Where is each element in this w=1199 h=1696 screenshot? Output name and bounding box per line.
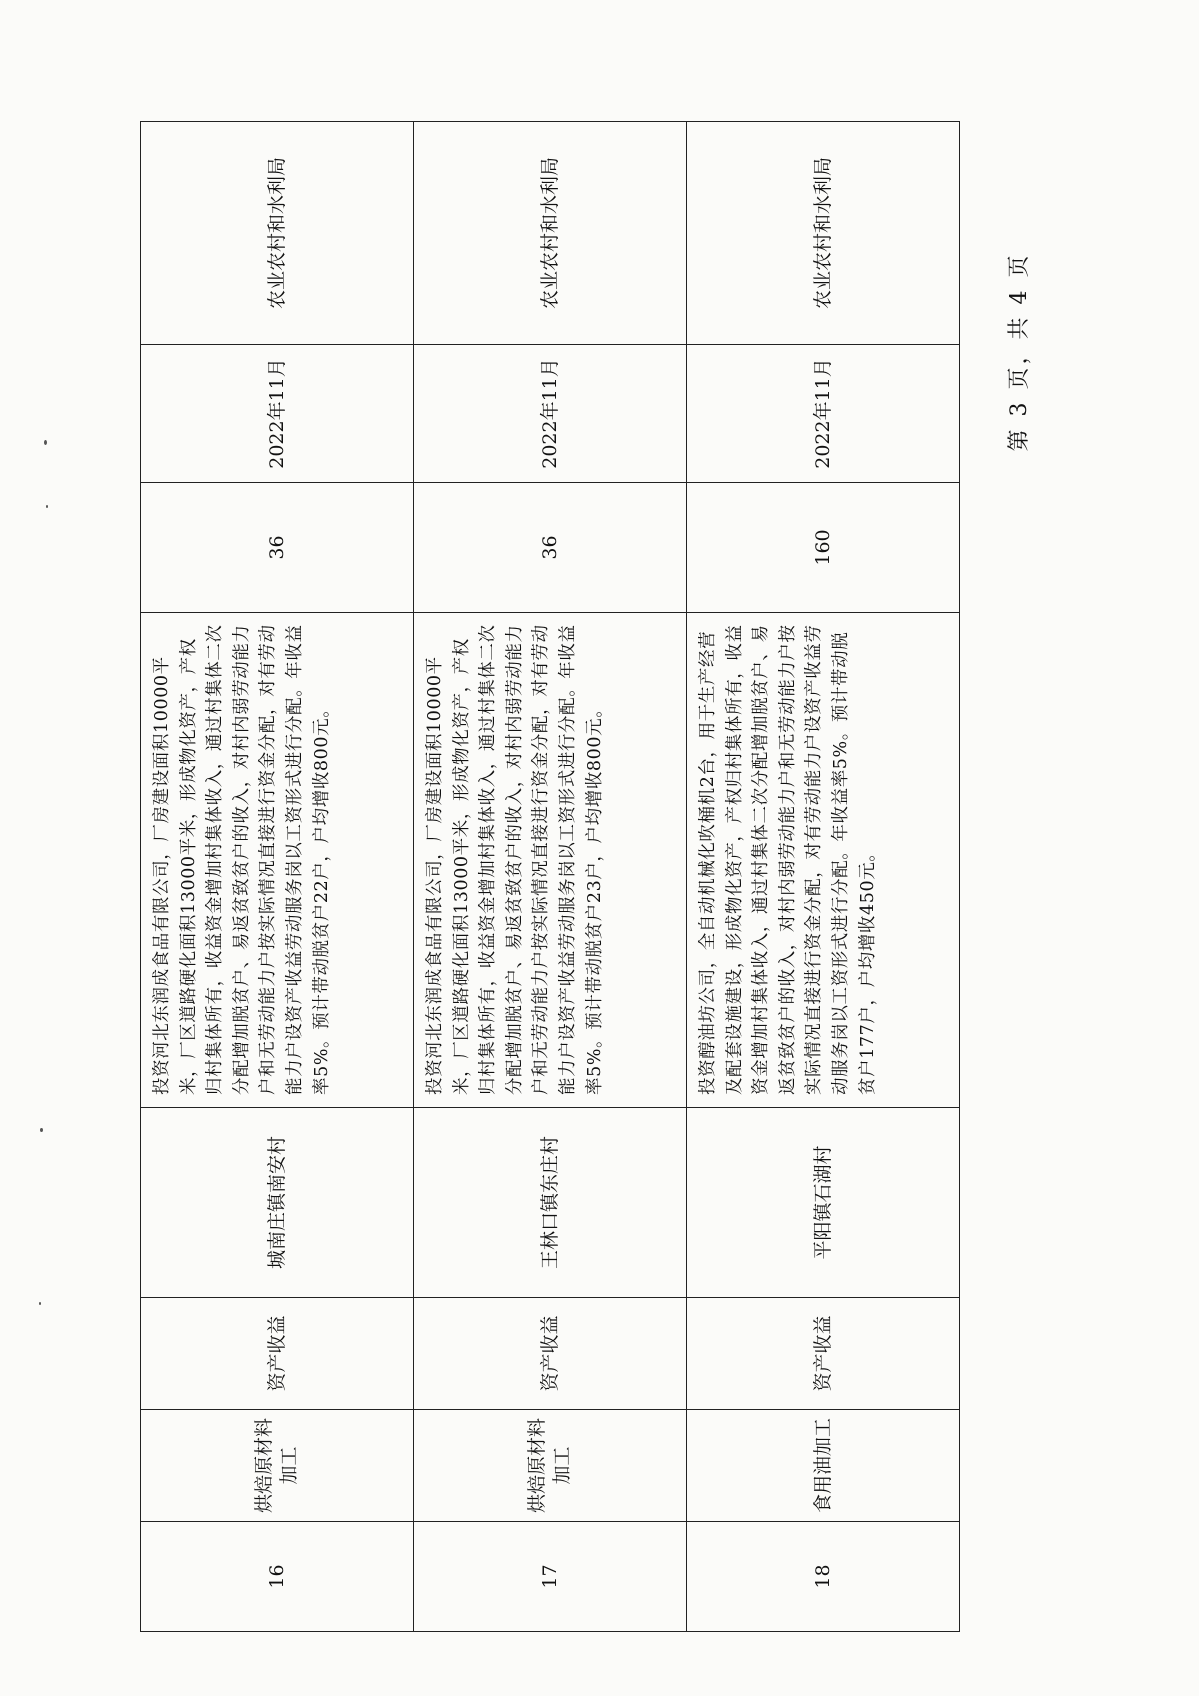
responsible-dept: 农业农村和水利局: [141, 122, 414, 345]
scan-speck: [40, 1128, 43, 1132]
project-type: 资产收益: [687, 1298, 960, 1410]
project-description: 投资醇油坊公司，全自动机械化吹桶机2台，用于生产经营及配套设施建设，形成物化资产，产权归村集体所有，收益资金增加村集体收入，通过村集体二次分配增加脱贫户、易返贫致贫户的收入，对村内弱劳动能力户和无劳动能力户按实际情况直接进行资金分配，对有劳动能力户设资产收益劳动服务岗以工资形式进行分配。年收益率5%。预计带动脱贫户177户，户均增收450元。: [687, 613, 960, 1108]
amount-value: 36: [141, 483, 414, 613]
rotated-page: [140, 122, 1032, 1632]
project-location: 王林口镇东庄村: [414, 1108, 687, 1298]
row-number: 17: [414, 1522, 687, 1632]
table-row: [414, 122, 687, 1632]
scan-speck: [44, 440, 47, 445]
project-name: 食用油加工: [687, 1410, 960, 1522]
completion-date: 2022年11月: [687, 345, 960, 483]
page-number-footer: 第 3 页，共 4 页: [1007, 252, 1032, 452]
completion-date: 2022年11月: [414, 345, 687, 483]
scan-speck: [46, 505, 48, 508]
row-number: 16: [141, 1522, 414, 1632]
project-name: 烘焙原材料加工: [141, 1410, 414, 1522]
row-number: 18: [687, 1522, 960, 1632]
project-description: 投资河北东润成食品有限公司，厂房建设面积10000平米，厂区道路硬化面积13000平米，形成物化资产，产权归村集体所有，收益资金增加村集体收入，通过村集体二次分配增加脱贫户、易返贫致贫户的收入，对村内弱劳动能力户和无劳动能力户按实际情况直接进行资金分配，对有劳动能力户设资产收益劳动服务岗以工资形式进行分配。年收益率5%。预计带动脱贫户22户，户均增收800元。: [141, 613, 414, 1108]
project-table: [140, 121, 960, 1632]
completion-date: 2022年11月: [141, 345, 414, 483]
table-row: [687, 122, 960, 1632]
project-type: 资产收益: [141, 1298, 414, 1410]
project-location: 城南庄镇南安村: [141, 1108, 414, 1298]
project-name: 烘焙原材料加工: [414, 1410, 687, 1522]
table-row: [141, 122, 414, 1632]
project-location: 平阳镇石湖村: [687, 1108, 960, 1298]
responsible-dept: 农业农村和水利局: [414, 122, 687, 345]
project-type: 资产收益: [414, 1298, 687, 1410]
project-description: 投资河北东润成食品有限公司，厂房建设面积10000平米，厂区道路硬化面积13000平米，形成物化资产，产权归村集体所有，收益资金增加村集体收入，通过村集体二次分配增加脱贫户、易返贫致贫户的收入，对村内弱劳动能力户和无劳动能力户按实际情况直接进行资金分配，对有劳动能力户设资产收益劳动服务岗以工资形式进行分配。年收益率5%。预计带动脱贫户23户，户均增收800元。: [414, 613, 687, 1108]
responsible-dept: 农业农村和水利局: [687, 122, 960, 345]
amount-value: 36: [414, 483, 687, 613]
scan-speck: [39, 1302, 41, 1305]
amount-value: 160: [687, 483, 960, 613]
